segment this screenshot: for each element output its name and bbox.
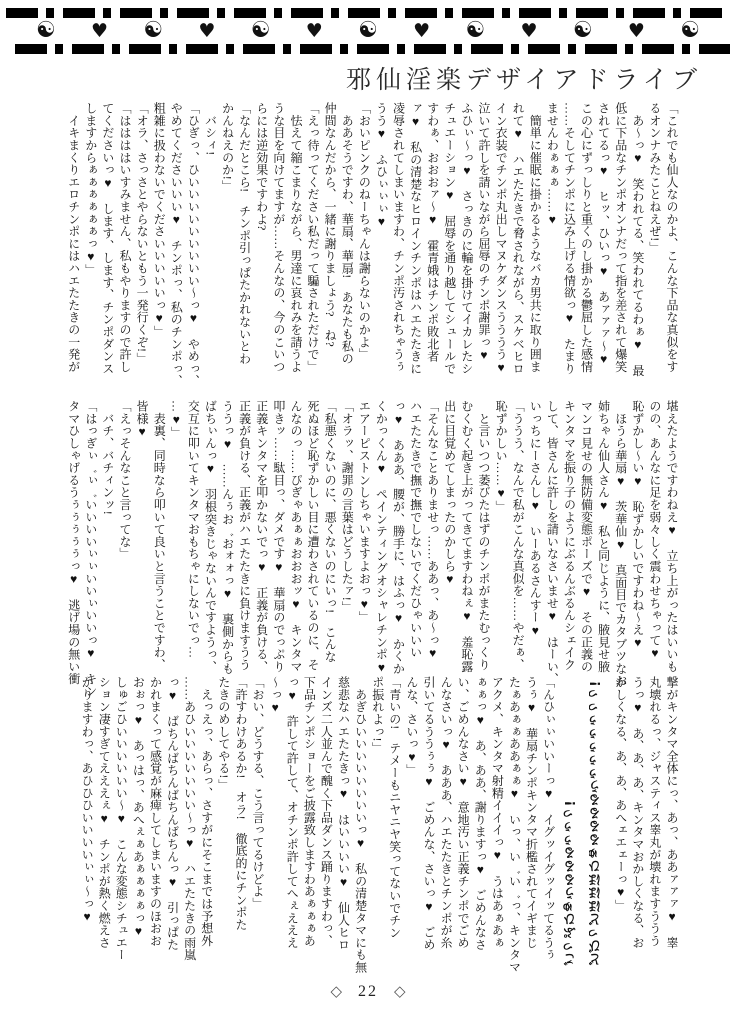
text-column: …♥」 — [169, 400, 184, 439]
text-column: かれまくって感覚が麻痺してしまいますのほおお — [148, 676, 163, 947]
text-block-3 — [58, 676, 680, 974]
text-column: 「青いの! テメーもニヤニヤ笑ってないでチン — [387, 676, 402, 939]
text-column: かしくなる、あ、あ、あへェエェーっ♥」 — [613, 676, 628, 912]
text-column: バチ、バチィンッ! — [100, 400, 115, 515]
text-column: あ〜っ♥ 笑われてる、笑われてるわぁ♥ 最 — [630, 102, 645, 377]
page-footer — [0, 982, 736, 1001]
text-column: チュエーション♥ 屈辱を通り越してシュールで — [442, 102, 457, 375]
text-column: タマひしゃげるうぅぅぅぅぅっ♥ 逃げ場の無い衝 — [66, 400, 81, 685]
text-column: この心にずっしりと重くのし掛かる鬱屈した感情 — [579, 102, 594, 373]
text-column: うぅ♥ 華扇チンポキンタマ折檻されてイギまじ — [524, 676, 539, 949]
text-column: 「許すわけあるか! オラ! 徹底的にチンポた — [233, 676, 248, 931]
text-column: 仲間なんだから、一緒に謝りましょう? ね? — [323, 102, 338, 347]
text-column: エアーピストンしちゃいますよおっ♥」 — [357, 400, 372, 624]
text-column: のの、あんなに足を弱々しく震わせちゃって♥ — [647, 400, 662, 661]
yinyang-heart-icon: ♥ — [91, 19, 109, 42]
yinyang-heart-icon: ♥ — [198, 19, 216, 42]
text-column: い、ごめんなさい♥ 意地汚い正義チンポでごめ — [456, 676, 471, 949]
page-number: 22 — [358, 983, 378, 1000]
text-column: 交互に叩いてキンタマおもちゃにしないでっ… — [186, 400, 201, 659]
text-column: 正義キンタマを叩かないでっ♥ 正義が負ける、 — [254, 400, 269, 673]
text-column: えっえっ、あらっ、さすがにそこまでは予想外 — [199, 676, 214, 947]
text-column: すわぁ、おおおァ〜♥ 霍青娥はチンポ敗北者 — [425, 102, 440, 363]
text-column: 「えっそんなこと言ってな」 — [118, 400, 132, 560]
text-column: やめてくださいいい♥ チンポっ、私のチンポっ、 — [169, 102, 184, 387]
text-column: 「おいピンクのねーちゃんは謝らないのかよ」 — [357, 102, 372, 361]
text-column: 死ぬほど恥ずかしい目に遭わされているのに、そ — [306, 400, 321, 671]
text-column: んなさいっ♥ あああ、ハエたたきとチンポが糸 — [439, 676, 454, 949]
text-column: 恥ずかしい……♥」 — [494, 400, 509, 513]
text-column: イキまくりエロチンポにはハエたたきの一発が — [66, 102, 81, 373]
title-row — [346, 60, 702, 96]
text-column: 粗雑に扱わないでくださいいいいいっ♥」 — [152, 102, 167, 338]
text-column: てくださいっ♥ します、します、チンポダンス — [100, 102, 115, 375]
text-column: 「はっぎぃ゛ぃ゛いいいいぃぃいいぃいいっ♥ キン — [83, 400, 98, 698]
text-column: 「おい、どうする、こう言ってるけどよ」 — [251, 676, 266, 910]
text-column: んな、さいっ♥」 — [404, 676, 419, 777]
text-column: うっ♥ あ、あ、あ、キンタマおかしくなる、お — [630, 676, 645, 949]
text-column: ……そしてチンポに込み上げる情欲っ♥ たまり — [562, 102, 577, 375]
text-column: と言いつつ萎びたはずのチンポがまたむっくり — [476, 400, 491, 671]
text-column: マンコ見せの無防備変態ポーズで♥ その正義の — [579, 400, 594, 673]
text-column: っ♥ ばちんばちんばちんばちんっ♥ 引っぱた — [165, 676, 180, 951]
text-column: ポ振れよっ!」 — [370, 676, 385, 755]
text-column: らには逆効果ですわよ? — [254, 102, 269, 231]
text-column: 慈悲なハエたたきっ♥ はいいいい♥ 仙人ヒロ — [336, 676, 351, 951]
text-column: たきのめしてやる!」 — [216, 676, 231, 791]
text-column: バシィ! — [203, 102, 218, 156]
yinyang-heart-icon: ☯ — [465, 18, 486, 43]
text-column: アクメ、キンタマ射精イイイっ♥ うはあぁあぁ — [490, 676, 505, 949]
text-column: 低に下品なチンポオンナだって指を差されて爆笑 — [613, 102, 628, 373]
text-column: されてるっ♥ ヒッ、ひいっ♥ あァァァ〜♥ — [596, 102, 611, 367]
text-column: 「えっ待ってください私だって騙されただけで」 — [306, 102, 321, 373]
text-column: おぉっ♥ あっはっ、あへぇぁあぁぁぁぁっ♥ — [131, 676, 146, 939]
text-column: ませんわぁぁぁ……♥ — [545, 102, 560, 227]
text-column: むくむく起き上がってきてますわねぇ♥ 羞恥露 — [459, 400, 474, 673]
sfx-text-column: どびっどほほほひゅるるるるうぅぅぅぅぅっっ! — [588, 680, 604, 966]
text-column: ション凄すぎてえええぇ♥ チンポが熱く燃えさ — [97, 676, 112, 949]
text-column: 丸壊れるっ、ジャスティス睾丸が壊れますううう — [647, 676, 662, 947]
text-column: ハエたたきで撫で撫でしないでくだひゃいいい — [408, 400, 423, 659]
text-column: 「ひぎっ、ひいいいいいいいいい〜っ♥ やめっ、 — [186, 102, 201, 387]
text-column: しますからぁぁぁぁぁぁっ♥」 — [83, 102, 98, 277]
text-column: 堪えたようですわねえ♥ 立ち上がったはいいも — [665, 400, 679, 673]
text-column: 怯えて縮こまりながら、男達に哀れみを請うよ — [288, 102, 303, 373]
text-column: 出に目覚めてしまったのかしら♥ — [442, 400, 457, 587]
text-column: んなのっ……ぴぎゃあぁぁおおおッ♥ キンタマ — [288, 400, 303, 673]
text-column: 「オラッ、謝罪の言葉はどうしたァ!」 — [340, 400, 355, 614]
yinyang-heart-icon: ♥ — [305, 19, 323, 42]
text-column: 恥ずかし〜い♥ 恥ずかしいですわね〜え♥ — [630, 400, 645, 650]
text-column: キンタマを振り子のようにぶるんぶるんシェイク — [562, 400, 577, 671]
text-column: うう♥ ふひぃぃぃ♥ — [374, 102, 389, 229]
text-column: ぁぁっ♥ あ、ああ、謝りますっ♥ ごめんなさ — [473, 676, 488, 951]
yinyang-heart-icon: ♥ — [627, 19, 645, 42]
text-column: 「私悪くないのに、悪くないのにいっ! こんな — [323, 400, 338, 663]
text-column: イン衣装でチンポ丸出しマヌケダンスうううう♥ — [494, 102, 509, 375]
text-column: 「ははははいすみません、私もやりますので許し — [118, 102, 132, 373]
text-column: 撃がキンタマ全体にっ、あっ、ああァァァ♥ 睾 — [665, 676, 679, 949]
text-column: インズ二人並んで醜く下品ダンス踊りますわっ、 — [319, 676, 334, 947]
text-column: 泣いて許しを請いながら屈辱のチンポ謝罪っ♥ — [476, 102, 491, 363]
text-column: 姉ちゃん仙人さん♥ 私と同じように、腋見せ腋 — [596, 400, 611, 673]
yinyang-heart-icon: ☯ — [358, 18, 378, 43]
text-column: くかっくん♥ ペインティングオシャレチンポ♥ — [374, 400, 389, 675]
text-column: 「なんだとこら! チンポ引っぱたかれないとわ — [237, 102, 252, 365]
text-column: 引いてるううぅぅ♥ ごめんな、さいっ♥ ごめ — [421, 676, 436, 951]
text-column: っ♥ 許して許して、オチンポ許してへぇえええ — [285, 676, 300, 949]
text-column: ァ♥ 私の清楚なヒロインチンポはハエたたきに — [408, 102, 423, 375]
text-block-1 — [58, 102, 680, 396]
text-column: して、皆さんに許しを請いなさいませ♥ はーい、 — [545, 400, 560, 685]
text-column: 「オラ、さっさとやらないともう一発行くぞ!」 — [135, 102, 150, 365]
border-dash-row-bottom — [6, 44, 730, 54]
text-column: うな目を向けてますが……そんなの、今のこいつ — [271, 102, 286, 373]
yinyang-heart-icon: ☯ — [143, 18, 164, 43]
text-column: 「んひぃぃいいーっ♥ イグッイグッイッてるうぅ — [541, 676, 556, 961]
text-column: 正義が負ける、正義がハエたたきに負けますうう — [237, 400, 252, 671]
yinyang-heart-icon: ☯ — [250, 18, 271, 43]
footer-diamond-right-icon: ◇ — [394, 982, 406, 1000]
text-column: しゅごひいいいいいい〜♥ こんな変態シチュエー — [114, 676, 129, 961]
text-column: っ♥ あああ、腰が、勝手に、はふっ♥ かくか — [391, 400, 406, 675]
text-column: 「ううう、なんで私がこんな真似を……やだぁ、 — [511, 400, 526, 671]
text-column: あぎひいいいいいいいいっ♥ 私の清楚タマにも無 — [353, 676, 368, 974]
yinyang-heart-icon: ☯ — [572, 18, 593, 43]
text-column: 叩きッ……駄目っ、ダメです♥ 華扇のでっぷり — [271, 400, 286, 673]
text-block-2 — [58, 400, 680, 698]
text-column: ほうら華扇♥ 茨華仙♥ 真面目でカタブツなお — [613, 400, 628, 687]
text-column: ……あひいいいいいいい〜っ♥ ハエたたきの雨嵐 — [182, 676, 197, 961]
yinyang-heart-icon: ☯ — [36, 18, 56, 43]
text-column: れて♥ ハエたたきで脅されながら、スケベヒロ — [511, 102, 526, 375]
yinyang-heart-icon: ♥ — [520, 19, 538, 42]
text-column: たぁあぁぁああぁぁ♥ いっ、い゛い゛っ、キンタマ — [507, 676, 522, 974]
text-column: 「そんなことありませっ……ああっ、あ〜っ♥ — [425, 400, 440, 661]
text-column: 凌辱されてしまいますわ、チンポ汚されちゃうぅ — [391, 102, 406, 373]
text-column: ばちぃんっ♥ 羽根突きじゃないんですようっ、 — [203, 400, 218, 673]
text-column: いっちにーさんし♥ いーあるさんすー♥ — [528, 400, 543, 638]
border-dash-row-top — [6, 8, 730, 18]
text-column: かんねえのか!」 — [220, 102, 235, 193]
text-column: るオンナみたことねえぜ!」 — [647, 102, 662, 254]
text-column: ああそうですわ、華扇、華扇! あなたも私の — [340, 102, 355, 365]
border-glyph-row — [6, 18, 730, 44]
text-column: 簡単に催眠に掛かるようなバカ男共に取り囲ま — [528, 102, 543, 373]
text-column: ふひぃ〜っ♥ さっきのに輪を掛けてイカレたシ — [459, 102, 474, 375]
sfx-text-column: ごっぷひゅうるるるぅぅっ! — [563, 800, 579, 966]
text-column: 下品チンポショーをご披露致しますわあぁぁぁあ — [302, 676, 317, 947]
text-column: ううっ♥ ……んぅお゛おォォっ♥ 裏側からも — [220, 400, 235, 675]
yinyang-heart-icon: ♥ — [413, 19, 431, 42]
page-title: 邪仙淫楽デザイアドライブ — [345, 66, 702, 94]
footer-diamond-left-icon: ◇ — [330, 982, 342, 1000]
decorative-border — [6, 8, 730, 54]
text-column: 「これでも仙人なのかよ、こんな下品な真似をす — [665, 102, 679, 373]
text-column: 〜っ♥ — [268, 676, 283, 715]
text-column: 表裏、同時なら叩いて良いと言うことですわ、 — [152, 400, 167, 671]
yinyang-heart-icon: ☯ — [680, 18, 700, 43]
text-column: 皆様♥ — [135, 400, 150, 439]
text-column: かりますわっ、あひひひいいいいぃぃ〜っ♥ — [80, 676, 95, 924]
